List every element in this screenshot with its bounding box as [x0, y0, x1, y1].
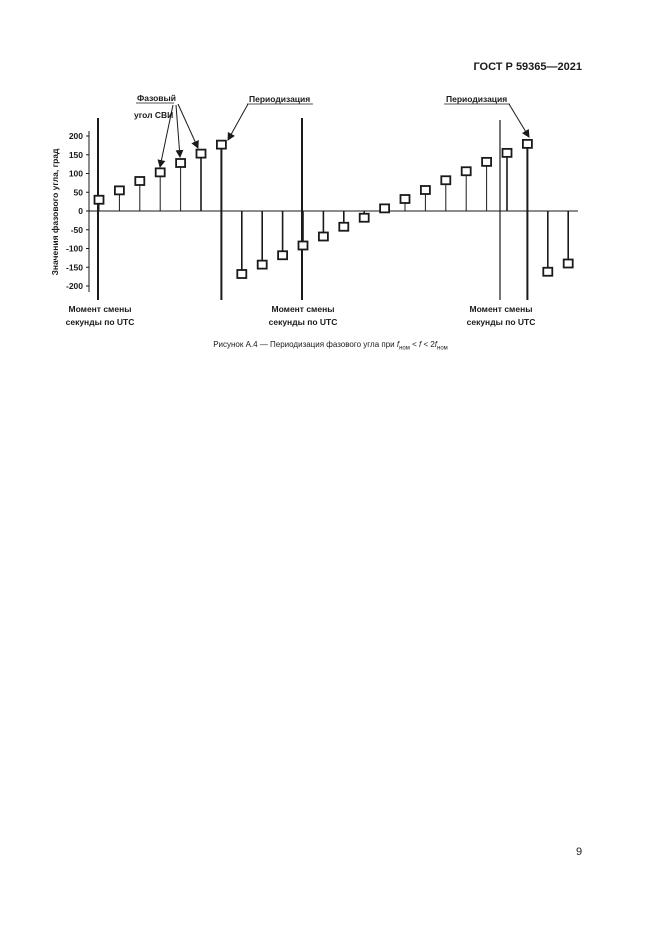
- data-point-marker: [197, 150, 206, 158]
- phase-angle-arrow-3: [178, 104, 198, 148]
- caption-text: Рисунок А.4 — Периодизация фазового угла при: [213, 340, 397, 349]
- data-point-marker: [421, 186, 430, 194]
- caption-f-3: f: [434, 340, 438, 349]
- data-point-marker: [237, 270, 246, 278]
- y-tick-label: -150: [65, 262, 83, 273]
- data-point-marker: [115, 186, 124, 194]
- data-point-marker: [543, 268, 552, 276]
- y-tick-label: -50: [70, 224, 83, 235]
- y-tick-label: 50: [73, 187, 83, 198]
- data-point-marker: [135, 177, 144, 185]
- page-number: 9: [576, 846, 583, 858]
- data-point-marker: [523, 140, 532, 148]
- caption-f: f: [396, 340, 400, 349]
- y-tick-label: 100: [68, 168, 83, 179]
- phase-angle-label-line2: угол СВИ: [134, 110, 174, 120]
- data-point-marker: [95, 196, 104, 204]
- caption-lt: <: [409, 340, 419, 349]
- y-tick-label: 150: [68, 149, 83, 160]
- data-point-marker: [176, 159, 185, 167]
- data-point-marker: [299, 242, 308, 250]
- data-point-marker: [339, 223, 348, 231]
- utc-label-3-line2: секунды по UTC: [466, 317, 536, 327]
- data-point-marker: [401, 195, 410, 203]
- caption-f-2: f: [418, 340, 422, 349]
- utc-label-2-line2: секунды по UTC: [268, 317, 338, 327]
- data-point-marker: [441, 176, 450, 184]
- figure-caption: [0, 340, 661, 352]
- utc-label-2-line1: Момент смены: [271, 304, 335, 314]
- wrap-arrow-1: [228, 104, 248, 140]
- y-tick-label: -200: [65, 281, 83, 291]
- caption-sub-nom-2: ном: [437, 345, 448, 352]
- data-point-marker: [380, 204, 389, 212]
- data-point-marker: [482, 158, 491, 166]
- utc-label-1-line1: Момент смены: [68, 304, 132, 314]
- document-standard-number: ГОСТ Р 59365—2021: [473, 61, 582, 73]
- phase-angle-arrow-2: [176, 105, 180, 157]
- data-point-marker: [278, 251, 287, 259]
- data-point-marker: [503, 149, 512, 157]
- wrap-label-1: Периодизация: [249, 94, 311, 104]
- data-point-marker: [156, 168, 165, 176]
- data-point-marker: [217, 141, 226, 149]
- y-axis-label: Значения фазового угла, град: [50, 148, 60, 276]
- data-point-marker: [564, 260, 573, 268]
- data-point-marker: [319, 233, 328, 241]
- wrap-label-2: Периодизация: [446, 94, 508, 104]
- caption-lt-2: < 2: [421, 340, 435, 349]
- data-point-marker: [360, 214, 369, 222]
- caption-sub-nom: ном: [399, 345, 410, 352]
- wrap-arrow-2: [509, 104, 529, 137]
- data-point-marker: [462, 167, 471, 175]
- y-tick-label: -100: [65, 243, 83, 254]
- utc-label-3-line1: Момент смены: [469, 304, 533, 314]
- y-tick-label: 0: [78, 206, 83, 216]
- data-point-marker: [258, 261, 267, 269]
- phase-angle-label-line1: Фазовый: [137, 93, 177, 103]
- y-tick-label: 200: [68, 131, 83, 141]
- utc-label-1-line2: секунды по UTC: [65, 317, 135, 327]
